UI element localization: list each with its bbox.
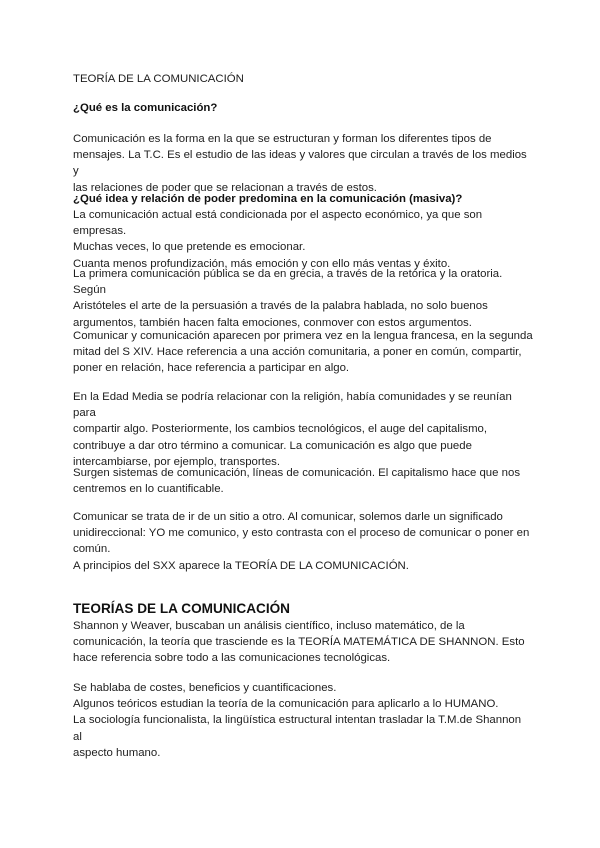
paragraph-greece: La primera comunicación pública se da en grecia, a través de la retórica y la oratoria. Según Aristóteles el arte de la persuasión a través de la palabra hablada, no solo buenos argumentos, también hacen falta emociones, conmover con estos argumentos.	[73, 268, 503, 329]
question-what-is-communication: ¿Qué es la comunicación?	[73, 102, 218, 114]
paragraph-french-origin: Comunicar y comunicación aparecen por primera vez en la lengua francesa, en la segunda mitad del S XIV. Hace referencia a una acción comunitaria, a poner en común, compartir, poner en relación, hace referencia a participar en algo.	[73, 330, 533, 375]
section-heading-theories: TEORÍAS DE LA COMUNICACIÓN	[73, 601, 290, 616]
document-title: TEORÍA DE LA COMUNICACIÓN	[73, 73, 244, 85]
question-power-relation: ¿Qué idea y relación de poder predomina en la comunicación (masiva)?	[73, 193, 463, 205]
paragraph-systems: Surgen sistemas de comunicación, líneas de comunicación. El capitalismo hace que nos centremos en lo cuantificable.	[73, 467, 521, 496]
paragraph-middle-ages: En la Edad Media se podría relacionar con la religión, había comunidades y se reunían para compartir algo. Posteriormente, los cambios tecnológicos, el auge del capitalismo, contribuye a dar otro término a comunicar. La comunicación es algo que puede intercambiarse, por ejemplo, transportes.	[73, 391, 512, 468]
paragraph-costs-human: Se hablaba de costes, beneficios y cuantificaciones. Algunos teóricos estudian la teoría de la comunicación para aplicarlo a lo HUMANO. La sociología funcionalista, la lingüística estructural intentan trasladar la T.M.de Shannon al aspecto humano.	[73, 682, 522, 759]
paragraph-shannon-weaver: Shannon y Weaver, buscaban un análisis científico, incluso matemático, de la comunicación, la teoría que trasciende es la TEORÍA MATEMÁTICA DE SHANNON. Esto hace referencia sobre todo a las comunicaciones tecnológicas.	[73, 620, 525, 665]
paragraph-current-communication: La comunicación actual está condicionada por el aspecto económico, ya que son empresas. Muchas veces, lo que pretende es emocionar. Cuanta menos profundización, más emoción y con ello más ventas y éxito.	[73, 209, 483, 270]
paragraph-definition: Comunicación es la forma en la que se estructuran y forman los diferentes tipos de mensajes. La T.C. Es el estudio de las ideas y valores que circulan a través de los medios y las relaciones de poder que se relacionan a través de estos.	[73, 133, 527, 194]
paragraph-unidirectional: Comunicar se trata de ir de un sitio a otro. Al comunicar, solemos darle un significado unidireccional: YO me comunico, y esto contrasta con el proceso de comunicar o poner en común. A principios del SXX aparece la TEORÍA DE LA COMUNICACIÓN.	[73, 511, 530, 572]
